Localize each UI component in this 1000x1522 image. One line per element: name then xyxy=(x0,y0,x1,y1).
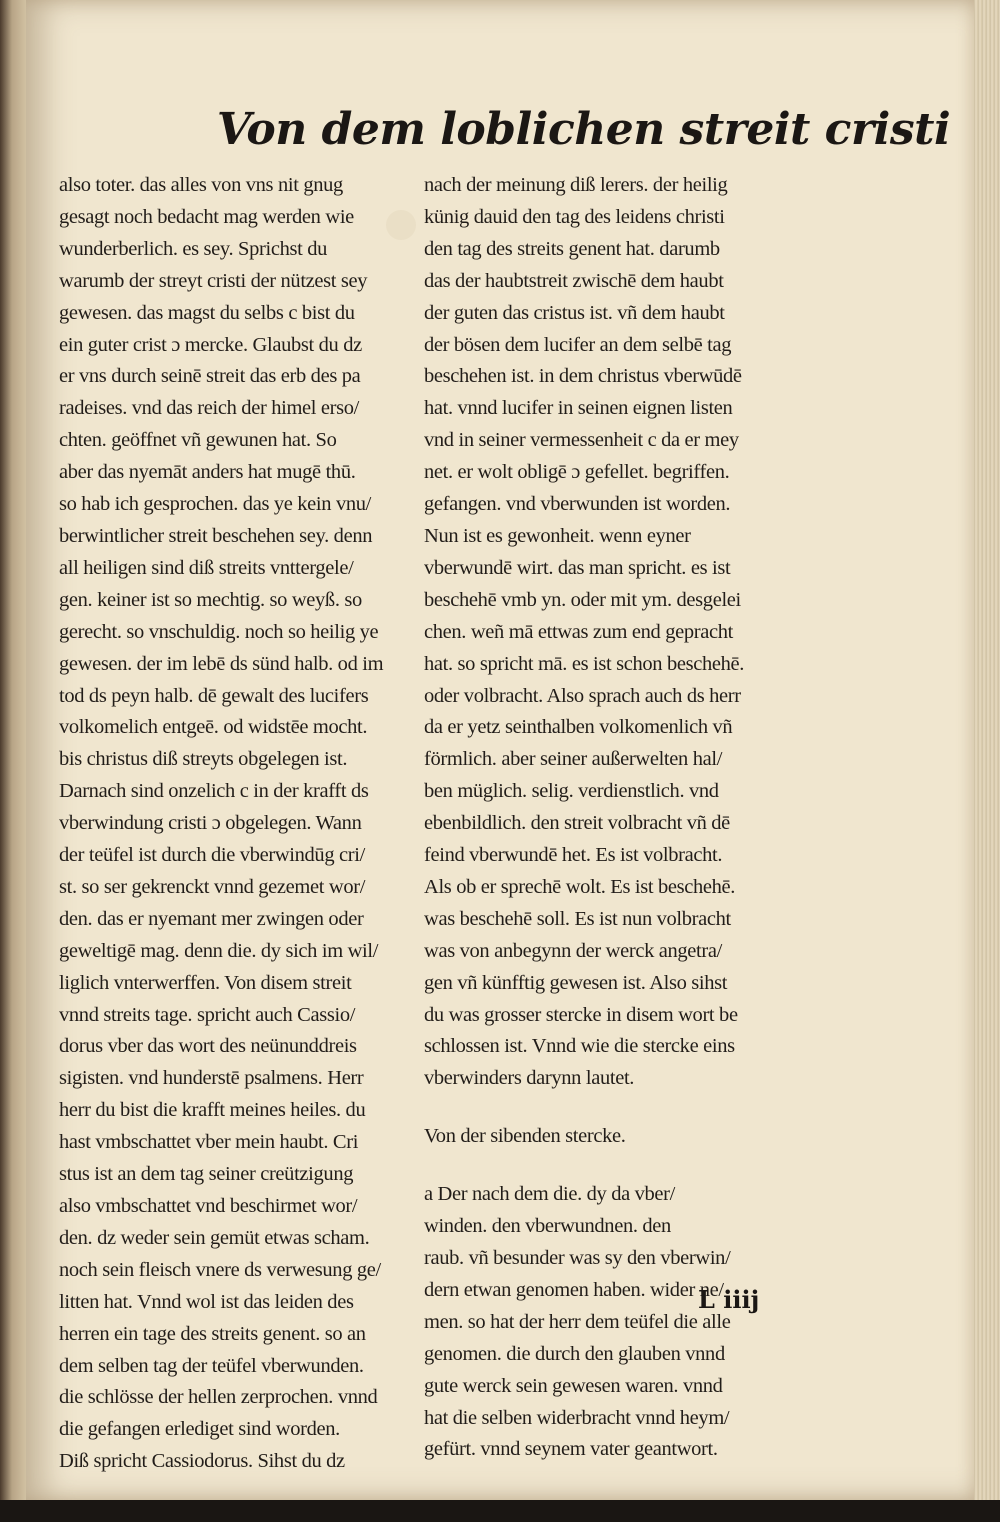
text-line: die schlösse der hellen zerprochen. vnnd xyxy=(59,1386,378,1409)
text-line: Als ob er sprechē wolt. Es ist beschehē. xyxy=(424,875,736,898)
text-line: tod ds peyn halb. dē gewalt des lucifers xyxy=(59,684,369,707)
text-line: berwintlicher streit beschehen sey. denn xyxy=(59,524,373,547)
text-line: förmlich. aber seiner außerwelten hal/ xyxy=(424,748,723,771)
text-line: schlossen ist. Vnnd wie die stercke eins xyxy=(424,1035,735,1058)
text-line: gen vñ künfftig gewesen ist. Also sihst xyxy=(424,971,728,994)
text-line: aber das nyemāt anders hat mugē thū. xyxy=(59,461,356,484)
text-line: a Der nach dem die. dy da vber/ xyxy=(424,1183,675,1206)
text-line: also vmbschattet vnd beschirmet wor/ xyxy=(59,1195,358,1217)
text-line: litten hat. Vnnd wol ist das leiden des xyxy=(59,1290,354,1313)
text-line: radeises. vnd das reich der himel erso/ xyxy=(59,397,360,420)
text-line: Diß spricht Cassiodorus. Sihst du dz xyxy=(59,1450,345,1473)
text-line: ein guter crist ɔ mercke. Glaubst du dz xyxy=(59,333,362,356)
text-line: feind vberwundē het. Es ist volbracht. xyxy=(424,844,723,867)
text-line: wunderberlich. es sey. Sprichst du xyxy=(59,237,328,260)
text-line: gerecht. so vnschuldig. noch so heilig ye xyxy=(59,620,379,643)
signature-mark: L iiij xyxy=(698,1285,760,1314)
background-bottom xyxy=(0,1500,1000,1522)
text-line: gefangen. vnd vberwunden ist worden. xyxy=(424,493,731,516)
text-line: vnd in seiner vermessenheit c da er mey xyxy=(424,429,739,452)
text-line: vberwinders darynn lautet. xyxy=(424,1067,635,1090)
right-text-column xyxy=(424,170,784,1466)
text-line: vberwindung cristi ɔ obgelegen. Wann xyxy=(59,812,362,835)
text-line: künig dauid den tag des leidens christi xyxy=(424,205,725,228)
text-line: ebenbildlich. den streit volbracht vñ dē xyxy=(424,812,730,835)
text-line: oder volbracht. Also sprach auch ds herr xyxy=(424,684,741,707)
text-line: men. so hat der herr dem teüfel die alle xyxy=(424,1310,731,1333)
text-line: gewesen. der im lebē ds sünd halb. od im xyxy=(59,652,384,675)
text-line: gefürt. vnnd seynem vater geantwort. xyxy=(424,1438,718,1461)
text-line: hat. vnnd lucifer in seinen eignen listen xyxy=(424,397,733,420)
text-line: dorus vber das wort des neünunddreis xyxy=(59,1035,357,1058)
text-line: der bösen dem lucifer an dem selbē tag xyxy=(424,333,732,356)
text-line: hast vmbschattet vber mein haubt. Cri xyxy=(59,1131,359,1154)
text-line: den. das er nyemant mer zwingen oder xyxy=(59,907,364,930)
right-column-section-text xyxy=(424,1179,784,1466)
text-line: chten. geöffnet vñ gewunen hat. So xyxy=(59,429,337,452)
text-line: was von anbegynn der werck angetra/ xyxy=(424,939,722,962)
text-line: sigisten. vnd hunderstē psalmens. Herr xyxy=(59,1067,364,1090)
section-heading: Von der sibenden stercke. xyxy=(424,1125,626,1148)
text-line: den. dz weder sein gemüt etwas scham. xyxy=(59,1226,370,1249)
text-line: stus ist an dem tag seiner creützigung xyxy=(59,1163,354,1186)
text-line: den tag des streits genent hat. darumb xyxy=(424,237,720,260)
text-line: gute werck sein gewesen waren. vnnd xyxy=(424,1374,723,1397)
text-line: dern etwan genomen haben. wider ne/ xyxy=(424,1278,724,1301)
text-line: all heiligen sind diß streits vnttergele/ xyxy=(59,556,354,579)
text-line: so hab ich gesprochen. das ye kein vnu/ xyxy=(59,493,371,516)
text-line: geweltigē mag. denn die. dy sich im wil/ xyxy=(59,939,379,962)
text-line: warumb der streyt cristi der nützest sey xyxy=(59,269,368,292)
text-line: st. so ser gekrenckt vnnd gezemet wor/ xyxy=(59,875,366,898)
running-header xyxy=(26,104,976,155)
text-line: gen. keiner ist so mechtig. so weyß. so xyxy=(59,588,362,611)
text-line: er vns durch seinē streit das erb des pa xyxy=(59,365,361,388)
text-line: nach der meinung diß lerers. der heilig xyxy=(424,174,728,196)
text-line: vnnd streits tage. spricht auch Cassio/ xyxy=(59,1003,356,1026)
text-line: du was grosser stercke in disem wort be xyxy=(424,1003,738,1026)
text-line: herren ein tage des streits genent. so an xyxy=(59,1322,366,1345)
text-line: hat. so spricht mā. es ist schon beschehē. xyxy=(424,652,745,675)
text-line: net. er wolt obligē ɔ gefellet. begriffen. xyxy=(424,461,730,484)
text-line: liglich vnterwerffen. Von disem streit xyxy=(59,971,352,994)
text-line: ben müglich. selig. verdienstlich. vnd xyxy=(424,780,719,803)
text-line: genomen. die durch den glauben vnnd xyxy=(424,1342,725,1365)
text-line: noch sein fleisch vnere ds verwesung ge/ xyxy=(59,1258,381,1281)
text-line: die gefangen erlediget sind worden. xyxy=(59,1418,340,1441)
text-line: der teüfel ist durch die vberwindūg cri/ xyxy=(59,844,365,867)
text-line: herr du bist die krafft meines heiles. du xyxy=(59,1099,366,1122)
text-line: vberwundē wirt. das man spricht. es ist xyxy=(424,556,731,579)
text-line: chen. weñ mā ettwas zum end gepracht xyxy=(424,620,734,643)
right-column-paragraphs xyxy=(424,170,784,1095)
left-text-column xyxy=(59,170,409,1478)
book-right-edge xyxy=(974,0,1000,1500)
text-line: Nun ist es gewonheit. wenn eyner xyxy=(424,524,691,547)
text-line: der guten das cristus ist. vñ dem haubt xyxy=(424,301,725,324)
page-title: Von dem loblichen streit cristi xyxy=(216,104,951,155)
book-page xyxy=(26,0,976,1500)
text-line: also toter. das alles von vns nit gnug xyxy=(59,174,343,196)
text-line: da er yetz seinthalben volkomenlich vñ xyxy=(424,716,733,739)
text-line: gewesen. das magst du selbs c bist du xyxy=(59,301,355,324)
text-line: raub. vñ besunder was sy den vberwin/ xyxy=(424,1247,731,1269)
text-line: was beschehē soll. Es ist nun volbracht xyxy=(424,907,731,930)
text-line: dem selben tag der teüfel vberwunden. xyxy=(59,1354,364,1377)
text-line: beschehen ist. in dem christus vberwūdē xyxy=(424,365,742,388)
text-line: das der haubtstreit zwischē dem haubt xyxy=(424,269,724,292)
text-line: winden. den vberwundnen. den xyxy=(424,1215,671,1238)
text-line: bis christus diß streyts obgelegen ist. xyxy=(59,748,348,771)
text-line: beschehē vmb yn. oder mit ym. desgelei xyxy=(424,588,741,611)
text-line: Darnach sind onzelich c in der krafft ds xyxy=(59,780,369,803)
text-line: volkomelich entgeē. od widstēe mocht. xyxy=(59,716,368,739)
text-line: hat die selben widerbracht vnnd heym/ xyxy=(424,1406,730,1429)
text-line: gesagt noch bedacht mag werden wie xyxy=(59,205,354,228)
